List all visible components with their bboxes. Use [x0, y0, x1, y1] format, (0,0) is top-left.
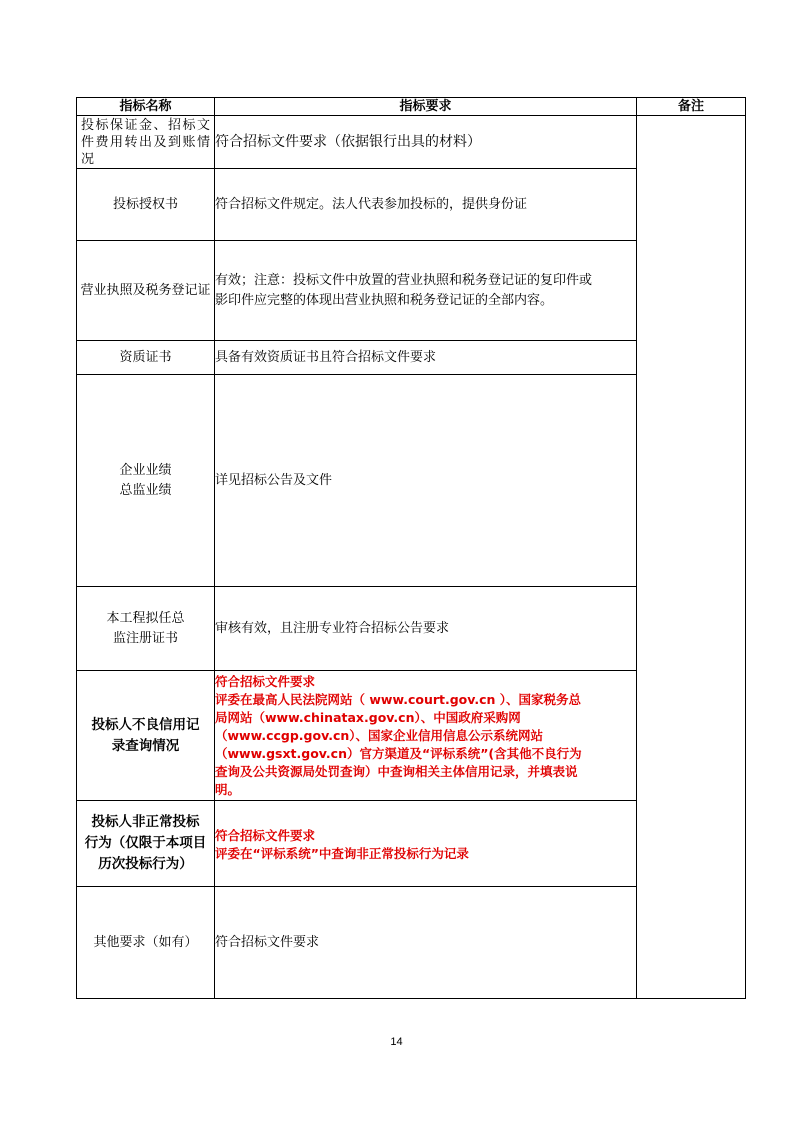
row-requirement-text: 符合招标文件要求: [215, 674, 316, 689]
row-requirement-cell: [215, 341, 637, 375]
row-requirement-cell: [215, 887, 637, 999]
row-requirement-cell: [215, 587, 637, 671]
row-requirement-text: 符合招标文件规定。法人代表参加投标的，提供身份证: [215, 196, 528, 212]
row-requirement-text: 符合招标文件要求: [215, 827, 316, 843]
row-requirement-text: 评委在“评标系统”中查询非正常投标行为记录: [215, 845, 469, 861]
row-name-cell: [77, 116, 215, 169]
row-name-text: 投标人非正常投标: [91, 814, 200, 830]
page-number: 14: [390, 1036, 403, 1048]
notes-column-cell: [637, 116, 746, 999]
row-requirement-cell: [215, 671, 637, 801]
row-requirement-text: 明。: [215, 782, 241, 797]
row-name-text: 投标授权书: [112, 196, 178, 212]
row-name-cell: [77, 169, 215, 241]
row-name-cell: [77, 375, 215, 587]
row-name-cell: [77, 241, 215, 341]
row-name-text: 录查询情况: [111, 737, 180, 754]
row-name-cell: [77, 671, 215, 801]
row-requirement-cell: [215, 241, 637, 341]
row-name-cell: [77, 887, 215, 999]
row-requirement-text: 审核有效，且注册专业符合招标公告要求: [215, 620, 450, 636]
table-row: [77, 116, 746, 169]
row-name-text: 营业执照及税务登记证: [80, 282, 211, 298]
row-name-text: 总监业绩: [119, 482, 172, 498]
row-requirement-text: 影印件应完整的体现出营业执照和税务登记证的全部内容。: [215, 292, 554, 308]
row-requirement-text: 具备有效资质证书且符合招标文件要求: [215, 349, 437, 365]
row-name-cell: [77, 801, 215, 887]
row-name-text: 企业业绩: [119, 462, 172, 478]
row-requirement-text: （www.ccgp.gov.cn）、国家企业信用信息公示系统网站: [215, 728, 544, 743]
row-name-cell: [77, 587, 215, 671]
row-name-cell: [77, 341, 215, 375]
row-name-text: 投标保证金、招标文件费用转出及到账情况: [81, 117, 210, 167]
row-requirement-text: 评委在最高人民法院网站（ www.court.gov.cn ）、国家税务总: [215, 692, 582, 707]
table-header-row: [77, 98, 746, 116]
row-name-text: 行为（仅限于本项目: [84, 835, 207, 851]
row-requirement-cell: [215, 169, 637, 241]
header-indicator-name: 指标名称: [77, 98, 215, 116]
row-requirement-text: 查询及公共资源局处罚查询）中查询相关主体信用记录，并填表说: [215, 764, 578, 779]
evaluation-criteria-table: [76, 97, 746, 999]
header-note: 备注: [637, 98, 746, 116]
row-requirement-text: 详见招标公告及文件: [215, 472, 333, 488]
row-requirement-cell: [215, 116, 637, 169]
row-name-text: 历次投标行为）: [98, 856, 193, 872]
row-requirement-cell: [215, 375, 637, 587]
row-name-text: 监注册证书: [112, 630, 178, 646]
row-name-text: 其他要求（如有）: [93, 934, 198, 950]
row-requirement-text: 局网站（www.chinatax.gov.cn）、中国政府采购网: [215, 710, 521, 725]
row-name-text: 投标人不良信用记: [91, 716, 200, 733]
row-requirement-text: 符合招标文件要求: [215, 934, 320, 950]
row-requirement-cell: [215, 801, 637, 887]
row-requirement-text: （www.gsxt.gov.cn）官方渠道及“评标系统”(含其他不良行为: [215, 746, 582, 761]
row-requirement-text: 符合招标文件要求（依据银行出具的材料）: [215, 134, 481, 150]
row-name-text: 本工程拟任总: [106, 610, 185, 626]
row-name-text: 资质证书: [119, 349, 172, 365]
row-requirement-text: 有效；注意：投标文件中放置的营业执照和税务登记证的复印件或: [215, 272, 593, 288]
header-indicator-requirement: 指标要求: [215, 98, 637, 116]
